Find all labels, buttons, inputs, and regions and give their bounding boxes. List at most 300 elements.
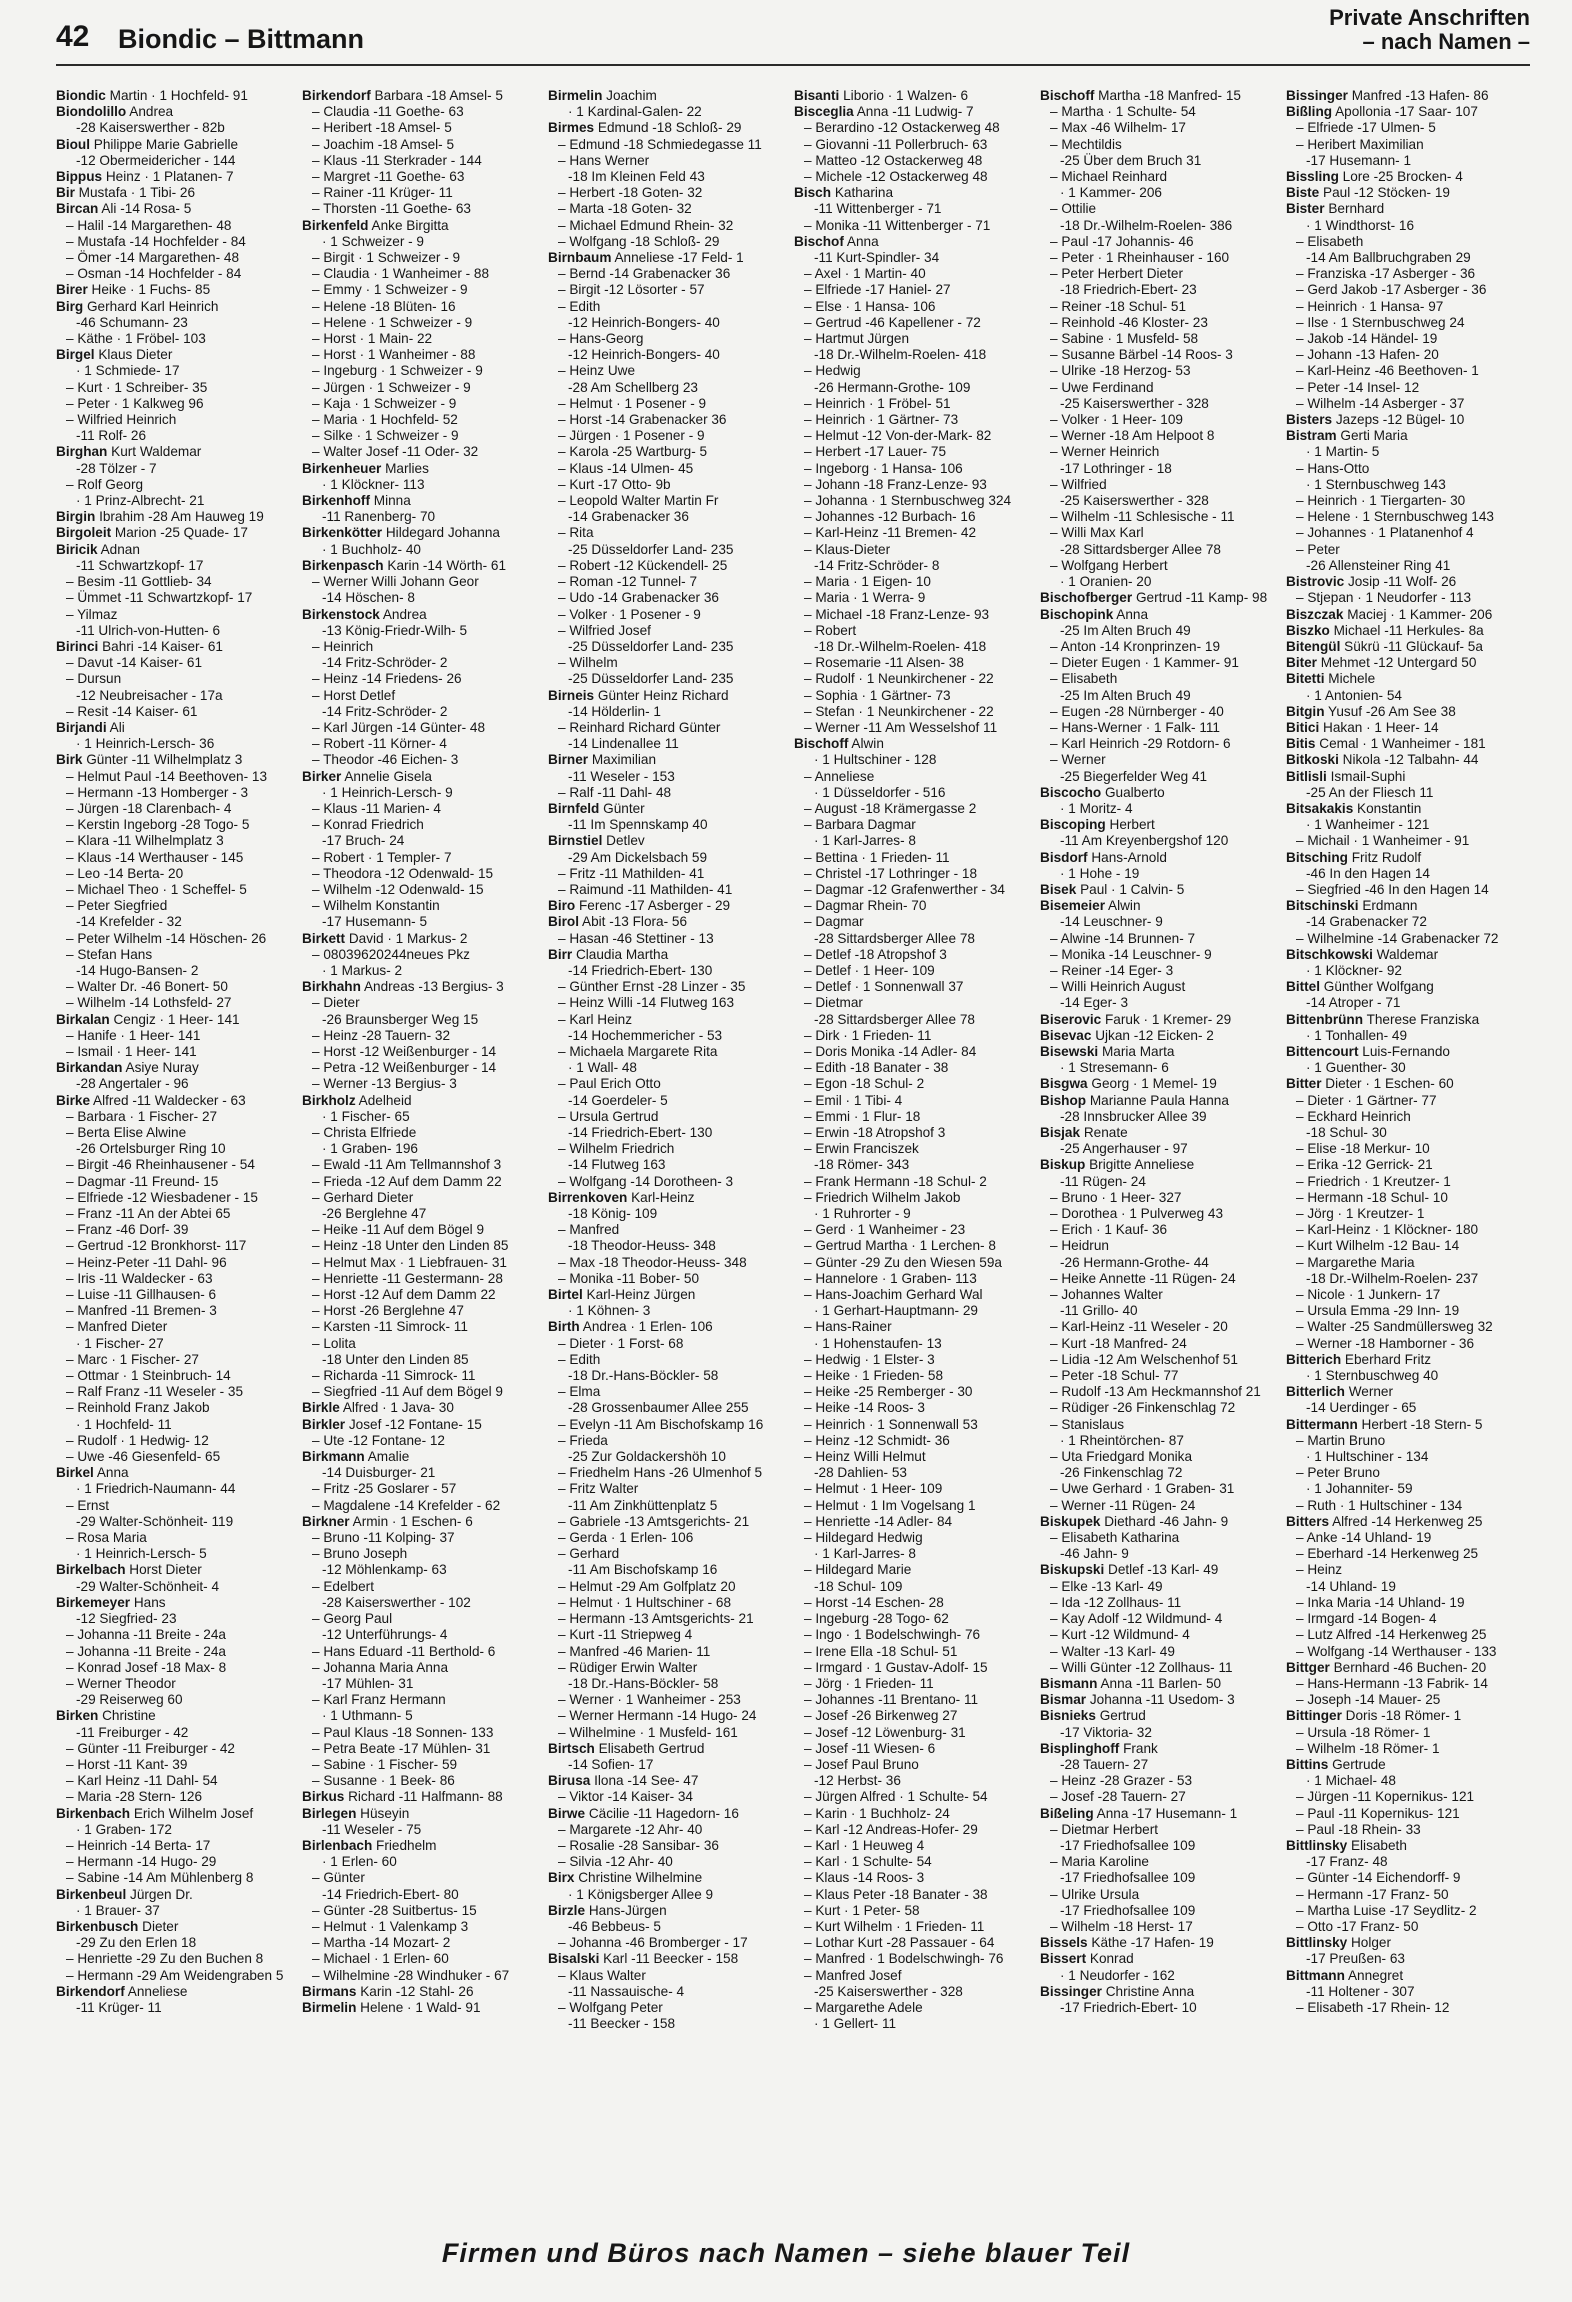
directory-entry-line	[1040, 137, 1272, 153]
directory-entry-line	[302, 1368, 534, 1384]
entry-text: · 1 Köhnen- 3	[568, 1303, 651, 1319]
entry-surname: Biskup	[1040, 1157, 1086, 1173]
directory-entry-head	[1286, 1935, 1518, 1951]
directory-entry-line	[302, 1870, 534, 1886]
entry-surname: Bister	[1286, 201, 1325, 217]
entry-text: -14 Am Ballbruchgraben 29	[1306, 250, 1471, 266]
directory-entry-line	[794, 347, 1026, 363]
directory-entry-line	[1286, 590, 1518, 606]
entry-text: Günter -11 Wilhelmplatz 3	[86, 752, 243, 768]
entry-text: – Gerd · 1 Wanheimer - 23	[804, 1222, 966, 1238]
entry-text: – Manfred -46 Marien- 11	[558, 1643, 711, 1659]
directory-entry-head	[56, 169, 288, 185]
directory-entry-line	[548, 315, 780, 331]
directory-entry-line	[1286, 2000, 1518, 2016]
directory-entry-head	[548, 898, 780, 914]
entry-text: – Silvia -12 Ahr- 40	[558, 1854, 673, 1870]
directory-entry-line	[548, 396, 780, 412]
entry-surname: Bisevac	[1040, 1027, 1092, 1043]
entry-text: – Thorsten -11 Goethe- 63	[312, 201, 471, 217]
directory-entry-line	[794, 1174, 1026, 1190]
entry-surname: Birkmann	[302, 1449, 365, 1465]
entry-text: – Helmut · 1 Hultschiner - 68	[558, 1594, 732, 1610]
directory-column-6	[1286, 88, 1518, 2208]
entry-text: – Frieda -12 Auf dem Damm 22	[312, 1173, 502, 1189]
directory-entry-line	[1286, 866, 1518, 882]
entry-text: Nikola -12 Talbahn- 44	[1342, 752, 1479, 768]
entry-surname: Biro	[548, 898, 576, 914]
entry-text: – Heinrich · 1 Tiergarten- 30	[1296, 493, 1466, 509]
directory-entry-line	[1286, 1319, 1518, 1335]
entry-text: – Raimund -11 Mathilden- 41	[558, 881, 733, 897]
entry-text: – Joseph -14 Mauer- 25	[1296, 1692, 1441, 1708]
directory-entry-line	[302, 736, 534, 752]
directory-entry-line	[56, 250, 288, 266]
directory-entry-line	[1286, 1644, 1518, 1660]
directory-entry-line	[302, 1028, 534, 1044]
directory-entry-head	[56, 1919, 288, 1935]
directory-entry-head	[1286, 169, 1518, 185]
entry-text: -18 Schul- 30	[1306, 1125, 1387, 1140]
directory-entry-line	[302, 1903, 534, 1919]
directory-entry-line	[56, 1174, 288, 1190]
directory-entry-line	[1286, 266, 1518, 282]
directory-entry-line	[794, 1336, 1026, 1352]
directory-entry-line	[794, 995, 1026, 1011]
entry-text: Luis-Fernando	[1362, 1043, 1450, 1059]
directory-entry-line	[1286, 1870, 1518, 1886]
directory-entry-head	[1040, 898, 1272, 914]
directory-entry-line	[1040, 769, 1272, 785]
directory-entry-line	[548, 1757, 780, 1773]
directory-entry-line	[1040, 444, 1272, 460]
entry-text: – Stjepan · 1 Neudorfer - 113	[1296, 590, 1472, 606]
directory-entry-line	[794, 461, 1026, 477]
directory-entry-line	[56, 380, 288, 396]
directory-entry-line	[548, 1644, 780, 1660]
entry-text: – Günter	[312, 1870, 365, 1886]
entry-text: Konstantin	[1357, 800, 1422, 816]
directory-entry-line	[548, 1044, 780, 1060]
entry-text: Edmund -18 Schloß- 29	[597, 120, 742, 136]
directory-entry-line	[56, 850, 288, 866]
directory-entry-line	[56, 1481, 288, 1497]
directory-entry-line	[1286, 1465, 1518, 1481]
entry-text: – Helmut · 1 Posener - 9	[558, 395, 707, 411]
entry-text: -17 Viktoria- 32	[1060, 1724, 1152, 1740]
entry-text: – Hedwig · 1 Elster- 3	[804, 1351, 935, 1367]
directory-entry-head	[56, 282, 288, 298]
directory-entry-line	[548, 428, 780, 444]
directory-entry-head	[1286, 769, 1518, 785]
directory-entry-line	[56, 331, 288, 347]
entry-text: – Rosemarie -11 Alsen- 38	[804, 655, 964, 671]
entry-text: -11 Ulrich-von-Hutten- 6	[76, 622, 221, 638]
directory-entry-head	[1040, 1951, 1272, 1967]
entry-text: – Petra Beate -17 Mühlen- 31	[312, 1740, 491, 1756]
entry-text: – Michaela Margarete Rita	[558, 1043, 718, 1059]
entry-text: -14 Grabenacker 36	[568, 509, 689, 525]
directory-entry-line	[1286, 1060, 1518, 1076]
entry-text: -25 Angerhauser - 97	[1060, 1141, 1188, 1157]
entry-text: · 1 Oranien- 20	[1060, 574, 1152, 590]
entry-surname: Bischof	[794, 233, 844, 249]
entry-text: Erich Wilhelm Josef	[133, 1805, 254, 1821]
directory-entry-line	[794, 817, 1026, 833]
entry-text: -11 Rügen- 24	[1060, 1173, 1146, 1189]
entry-surname: Birth	[548, 1319, 580, 1335]
entry-text: Waldemar	[1376, 946, 1439, 962]
entry-text: – Wolfgang -18 Schloß- 29	[558, 233, 720, 249]
entry-text: – Hildegard Marie	[804, 1562, 912, 1578]
entry-text: – Horst -11 Kant- 39	[66, 1756, 188, 1772]
entry-text: -28 Sittardsberger Allee 78	[814, 1011, 975, 1027]
directory-entry-line	[548, 655, 780, 671]
directory-entry-line	[1286, 1595, 1518, 1611]
directory-entry-line	[56, 1206, 288, 1222]
directory-entry-line	[548, 1887, 780, 1903]
entry-text: – Karl Franz Hermann	[312, 1692, 446, 1708]
entry-text: – Peter Wilhelm -14 Höschen- 26	[66, 930, 267, 946]
entry-text: – Lolita	[312, 1335, 356, 1351]
entry-text: – Monika -14 Leuschner- 9	[1050, 946, 1212, 962]
entry-surname: Bisek	[1040, 881, 1077, 897]
directory-entry-line	[548, 1400, 780, 1416]
entry-text: – Nicole · 1 Junkern- 17	[1296, 1287, 1441, 1303]
entry-text: – Anton -14 Kronprinzen- 19	[1050, 638, 1221, 654]
entry-text: Konrad	[1089, 1951, 1134, 1967]
entry-text: – Ingeburg -28 Togo- 62	[804, 1611, 949, 1627]
directory-entry-line	[1286, 1125, 1518, 1141]
entry-text: – Jürgen · 1 Posener - 9	[558, 428, 705, 444]
directory-entry-line	[1286, 1109, 1518, 1125]
entry-text: -17 Mühlen- 31	[322, 1675, 414, 1691]
directory-entry-line	[302, 704, 534, 720]
directory-entry-head	[794, 185, 1026, 201]
entry-text: – Roman -12 Tunnel- 7	[558, 574, 698, 590]
directory-entry-line	[1286, 1093, 1518, 1109]
directory-entry-line	[794, 218, 1026, 234]
directory-entry-line	[1040, 1060, 1272, 1076]
entry-text: Andreas -13 Bergius- 3	[363, 979, 504, 995]
directory-entry-line	[794, 428, 1026, 444]
directory-entry-line	[548, 104, 780, 120]
directory-entry-line	[1286, 1336, 1518, 1352]
entry-text: -11 Wittenberger - 71	[814, 201, 942, 217]
entry-text: – Manfred -11 Bremen- 3	[66, 1303, 217, 1319]
directory-entry-line	[794, 704, 1026, 720]
directory-entry-line	[1286, 444, 1518, 460]
directory-column-2	[302, 88, 534, 2208]
entry-text: – Johanna Maria Anna	[312, 1659, 449, 1675]
directory-entry-line	[794, 1789, 1026, 1805]
directory-entry-line	[794, 1692, 1026, 1708]
directory-entry-head	[56, 1012, 288, 1028]
entry-text: – Maria · 1 Hochfeld- 52	[312, 412, 458, 428]
directory-entry-line	[302, 1157, 534, 1173]
entry-text: Hildegard Johanna	[385, 525, 500, 541]
directory-entry-line	[1040, 1870, 1272, 1886]
directory-entry-line	[56, 1968, 288, 1984]
directory-entry-line	[794, 250, 1026, 266]
entry-surname: Bißeling	[1040, 1805, 1094, 1821]
directory-entry-line	[548, 201, 780, 217]
entry-text: – Ida -12 Zollhaus- 11	[1050, 1594, 1182, 1610]
directory-entry-line	[794, 412, 1026, 428]
directory-entry-head	[1040, 1157, 1272, 1173]
directory-entry-line	[1040, 736, 1272, 752]
directory-entry-line	[302, 1012, 534, 1028]
directory-entry-line	[56, 1336, 288, 1352]
entry-surname: Birer	[56, 282, 88, 298]
entry-text: -46 Jahn- 9	[1060, 1546, 1129, 1562]
entry-text: – Johanna -46 Bromberger - 17	[558, 1935, 748, 1951]
entry-text: – Fritz Walter	[558, 1481, 639, 1497]
directory-entry-head	[1286, 671, 1518, 687]
entry-text: – Heinz -18 Unter den Linden 85	[312, 1238, 509, 1254]
directory-entry-line	[302, 1336, 534, 1352]
directory-entry-line	[56, 153, 288, 169]
entry-surname: Birkenheuer	[302, 460, 382, 476]
directory-entry-line	[1040, 1822, 1272, 1838]
entry-surname: Biondic	[56, 88, 106, 103]
entry-text: -14 Friedrich-Ebert- 80	[322, 1886, 459, 1902]
entry-text: Heinz · 1 Platanen- 7	[105, 169, 234, 185]
entry-text: – Helmut · 1 Im Vogelsang 1	[804, 1497, 976, 1513]
entry-text: -25 Düsseldorfer Land- 235	[568, 541, 734, 557]
entry-surname: Bitter	[1286, 1076, 1322, 1092]
entry-text: – Reinhold -46 Kloster- 23	[1050, 314, 1208, 330]
directory-entry-line	[794, 1368, 1026, 1384]
directory-entry-head	[548, 250, 780, 266]
entry-surname: Biskupski	[1040, 1562, 1105, 1578]
directory-entry-line	[302, 1660, 534, 1676]
directory-entry-head	[1286, 1384, 1518, 1400]
directory-entry-line	[548, 493, 780, 509]
entry-text: · 1 Königsberger Allee 9	[568, 1886, 714, 1902]
entry-text: – Ingeburg · 1 Schweizer - 9	[312, 363, 483, 379]
directory-entry-head	[794, 736, 1026, 752]
entry-text: Mehmet -12 Untergard 50	[1320, 655, 1477, 671]
directory-entry-line	[548, 1546, 780, 1562]
directory-entry-line	[302, 590, 534, 606]
directory-entry-line	[302, 137, 534, 153]
directory-entry-head	[1286, 1838, 1518, 1854]
entry-text: Ismail-Suphi	[1330, 768, 1406, 784]
entry-text: · 1 Windthorst- 16	[1306, 217, 1415, 233]
directory-entry-head	[1040, 590, 1272, 606]
directory-entry-line	[1286, 218, 1518, 234]
directory-entry-head	[1040, 1984, 1272, 2000]
directory-entry-line	[1286, 234, 1518, 250]
directory-entry-line	[794, 1903, 1026, 1919]
entry-surname: Bitici	[1286, 719, 1320, 735]
entry-text: – Heinz Uwe	[558, 363, 636, 379]
entry-text: – Wilhelm -18 Römer- 1	[1296, 1740, 1440, 1756]
entry-text: – Rüdiger Erwin Walter	[558, 1659, 698, 1675]
entry-text: Lore -25 Brocken- 4	[1342, 169, 1463, 185]
entry-text: – Ralf Franz -11 Weseler - 35	[66, 1384, 244, 1400]
entry-text: – Karl Heinz -11 Dahl- 54	[66, 1773, 218, 1789]
directory-entry-line	[1040, 1190, 1272, 1206]
directory-entry-line	[302, 1060, 534, 1076]
entry-text: Faruk · 1 Kremer- 29	[1105, 1011, 1232, 1027]
entry-text: – Ute -12 Fontane- 12	[312, 1432, 445, 1448]
entry-text: – Klaus -14 Ulmen- 45	[558, 460, 694, 476]
entry-text: – Reinhard Richard Günter	[558, 719, 721, 735]
directory-entry-line	[548, 769, 780, 785]
entry-text: – Walter Dr. -46 Bonert- 50	[66, 979, 228, 995]
entry-text: -14 Lindenallee 11	[568, 736, 679, 752]
directory-entry-line	[548, 1384, 780, 1400]
entry-text: – Iris -11 Waldecker - 63	[66, 1270, 213, 1286]
entry-text: -14 Atroper - 71	[1306, 995, 1401, 1011]
directory-entry-line	[548, 882, 780, 898]
entry-text: -18 König- 109	[568, 1206, 658, 1222]
entry-text: – Robert	[804, 622, 857, 638]
directory-entry-head	[56, 1465, 288, 1481]
entry-text: – Henriette -14 Adler- 84	[804, 1513, 953, 1529]
entry-text: -14 Goerdeler- 5	[568, 1092, 668, 1108]
entry-text: – Erich · 1 Kauf- 36	[1050, 1222, 1168, 1238]
directory-entry-line	[794, 1984, 1026, 2000]
entry-text: -11 Schwartzkopf- 17	[76, 557, 204, 573]
entry-text: – Maria Karoline	[1050, 1854, 1149, 1870]
entry-text: – Frank Hermann -18 Schul- 2	[804, 1173, 987, 1189]
entry-surname: Birken	[56, 1708, 99, 1724]
entry-text: – Irmgard · 1 Gustav-Adolf- 15	[804, 1659, 988, 1675]
directory-entry-head	[548, 1773, 780, 1789]
entry-text: -14 Grabenacker 72	[1306, 914, 1427, 930]
entry-text: Detlev	[606, 833, 645, 849]
entry-text: · 1 Kardinal-Galen- 22	[568, 104, 702, 120]
entry-text: – Martha · 1 Schulte- 54	[1050, 104, 1196, 120]
directory-entry-head	[302, 1984, 534, 2000]
directory-entry-head	[794, 104, 1026, 120]
entry-text: – Konrad Josef -18 Max- 8	[66, 1659, 227, 1675]
directory-entry-line	[302, 1708, 534, 1724]
directory-entry-head	[302, 769, 534, 785]
entry-text: · 1 Graben- 196	[322, 1141, 418, 1157]
entry-surname: Bitengül	[1286, 638, 1341, 654]
directory-entry-line	[548, 639, 780, 655]
entry-text: Holger	[1350, 1935, 1392, 1951]
entry-text: – Erwin Franciszek	[804, 1141, 919, 1157]
entry-text: – Heidrun	[1050, 1238, 1109, 1254]
directory-entry-line	[794, 299, 1026, 315]
entry-text: – Max -46 Wilhelm- 17	[1050, 120, 1186, 136]
entry-text: – Hans-Werner · 1 Falk- 111	[1050, 719, 1220, 735]
directory-entry-head	[1040, 1562, 1272, 1578]
directory-entry-line	[548, 1028, 780, 1044]
directory-entry-head	[548, 120, 780, 136]
directory-entry-line	[1286, 1449, 1518, 1465]
directory-entry-head	[1040, 1093, 1272, 1109]
entry-text: – Robert -11 Körner- 4	[312, 736, 447, 752]
entry-text: Anna	[1116, 606, 1149, 622]
entry-text: – Johanna · 1 Sternbuschweg 324	[804, 493, 1012, 509]
directory-entry-line	[794, 1514, 1026, 1530]
entry-text: – Margarete -12 Ahr- 40	[558, 1821, 703, 1837]
directory-entry-line	[1040, 1498, 1272, 1514]
directory-entry-line	[56, 1789, 288, 1805]
entry-text: · 1 Heinrich-Lersch- 5	[76, 1546, 207, 1562]
directory-entry-head	[56, 444, 288, 460]
entry-text: Abit -13 Flora- 56	[582, 914, 688, 930]
entry-text: – Heinrich · 1 Fröbel- 51	[804, 395, 951, 411]
directory-entry-line	[56, 1384, 288, 1400]
directory-entry-line	[794, 1222, 1026, 1238]
entry-text: -14 Uerdinger - 65	[1306, 1400, 1417, 1416]
directory-entry-line	[1040, 1255, 1272, 1271]
directory-entry-head	[548, 947, 780, 963]
entry-text: Bernhard	[1328, 201, 1385, 217]
directory-entry-line	[1286, 1951, 1518, 1967]
entry-text: – Uwe Ferdinand	[1050, 379, 1154, 395]
entry-surname: Bitschkowski	[1286, 946, 1373, 962]
directory-entry-head	[1040, 1044, 1272, 1060]
entry-text: -28 Angertaler - 96	[76, 1076, 189, 1092]
entry-text: Claudia Martha	[575, 946, 669, 962]
entry-surname: Bir	[56, 185, 75, 201]
directory-column-5	[1040, 88, 1272, 2208]
entry-surname: Bischoff	[794, 736, 849, 752]
entry-text: -11 Beecker - 158	[568, 2016, 676, 2032]
entry-text: – Werner -11 Am Wesselshof 11	[804, 719, 998, 735]
directory-entry-head	[548, 1319, 780, 1335]
entry-text: – Heinz -12 Schmidt- 36	[804, 1432, 950, 1448]
entry-text: Cengiz · 1 Heer- 141	[113, 1011, 240, 1027]
directory-entry-head	[548, 1741, 780, 1757]
entry-surname: Birkel	[56, 1465, 94, 1481]
directory-entry-line	[1040, 234, 1272, 250]
entry-text: – Hannelore · 1 Graben- 113	[804, 1270, 977, 1286]
entry-text: – Günter -28 Suitbertus- 15	[312, 1902, 477, 1918]
directory-entry-line	[1040, 558, 1272, 574]
directory-entry-line	[302, 1951, 534, 1967]
directory-entry-head	[1040, 850, 1272, 866]
entry-text: -11 Im Spennskamp 40	[568, 817, 708, 833]
directory-entry-line	[794, 525, 1026, 541]
directory-entry-line	[548, 2000, 780, 2016]
entry-text: – Rosalie -28 Sansibar- 36	[558, 1837, 719, 1853]
directory-entry-line	[302, 363, 534, 379]
directory-entry-line	[56, 1676, 288, 1692]
entry-surname: Bittenbrünn	[1286, 1011, 1364, 1027]
entry-text: – Werner -11 Rügen- 24	[1050, 1497, 1196, 1513]
directory-entry-line	[56, 947, 288, 963]
directory-entry-line	[1286, 1028, 1518, 1044]
entry-text: – Kurt -12 Wildmund- 4	[1050, 1627, 1190, 1643]
entry-text: Hüseyin	[360, 1805, 410, 1821]
directory-entry-head	[56, 1060, 288, 1076]
entry-text: – Ottmar · 1 Steinbruch- 14	[66, 1368, 231, 1384]
entry-text: · 1 Hohenstaufen- 13	[814, 1335, 942, 1351]
directory-entry-line	[56, 623, 288, 639]
entry-text: – Karl Heinrich -29 Rotdorn- 6	[1050, 736, 1231, 752]
directory-entry-line	[548, 185, 780, 201]
directory-entry-line	[548, 590, 780, 606]
directory-entry-line	[1040, 1757, 1272, 1773]
entry-text: – Werner -18 Hamborner - 36	[1296, 1335, 1475, 1351]
directory-entry-line	[302, 1109, 534, 1125]
directory-entry-head	[302, 2000, 534, 2016]
directory-entry-line	[794, 1530, 1026, 1546]
entry-text: -25 Im Alten Bruch 49	[1060, 622, 1191, 638]
entry-surname: Birkus	[302, 1789, 345, 1805]
entry-text: Paul -12 Stöcken- 19	[1323, 185, 1450, 201]
directory-entry-head	[1040, 607, 1272, 623]
